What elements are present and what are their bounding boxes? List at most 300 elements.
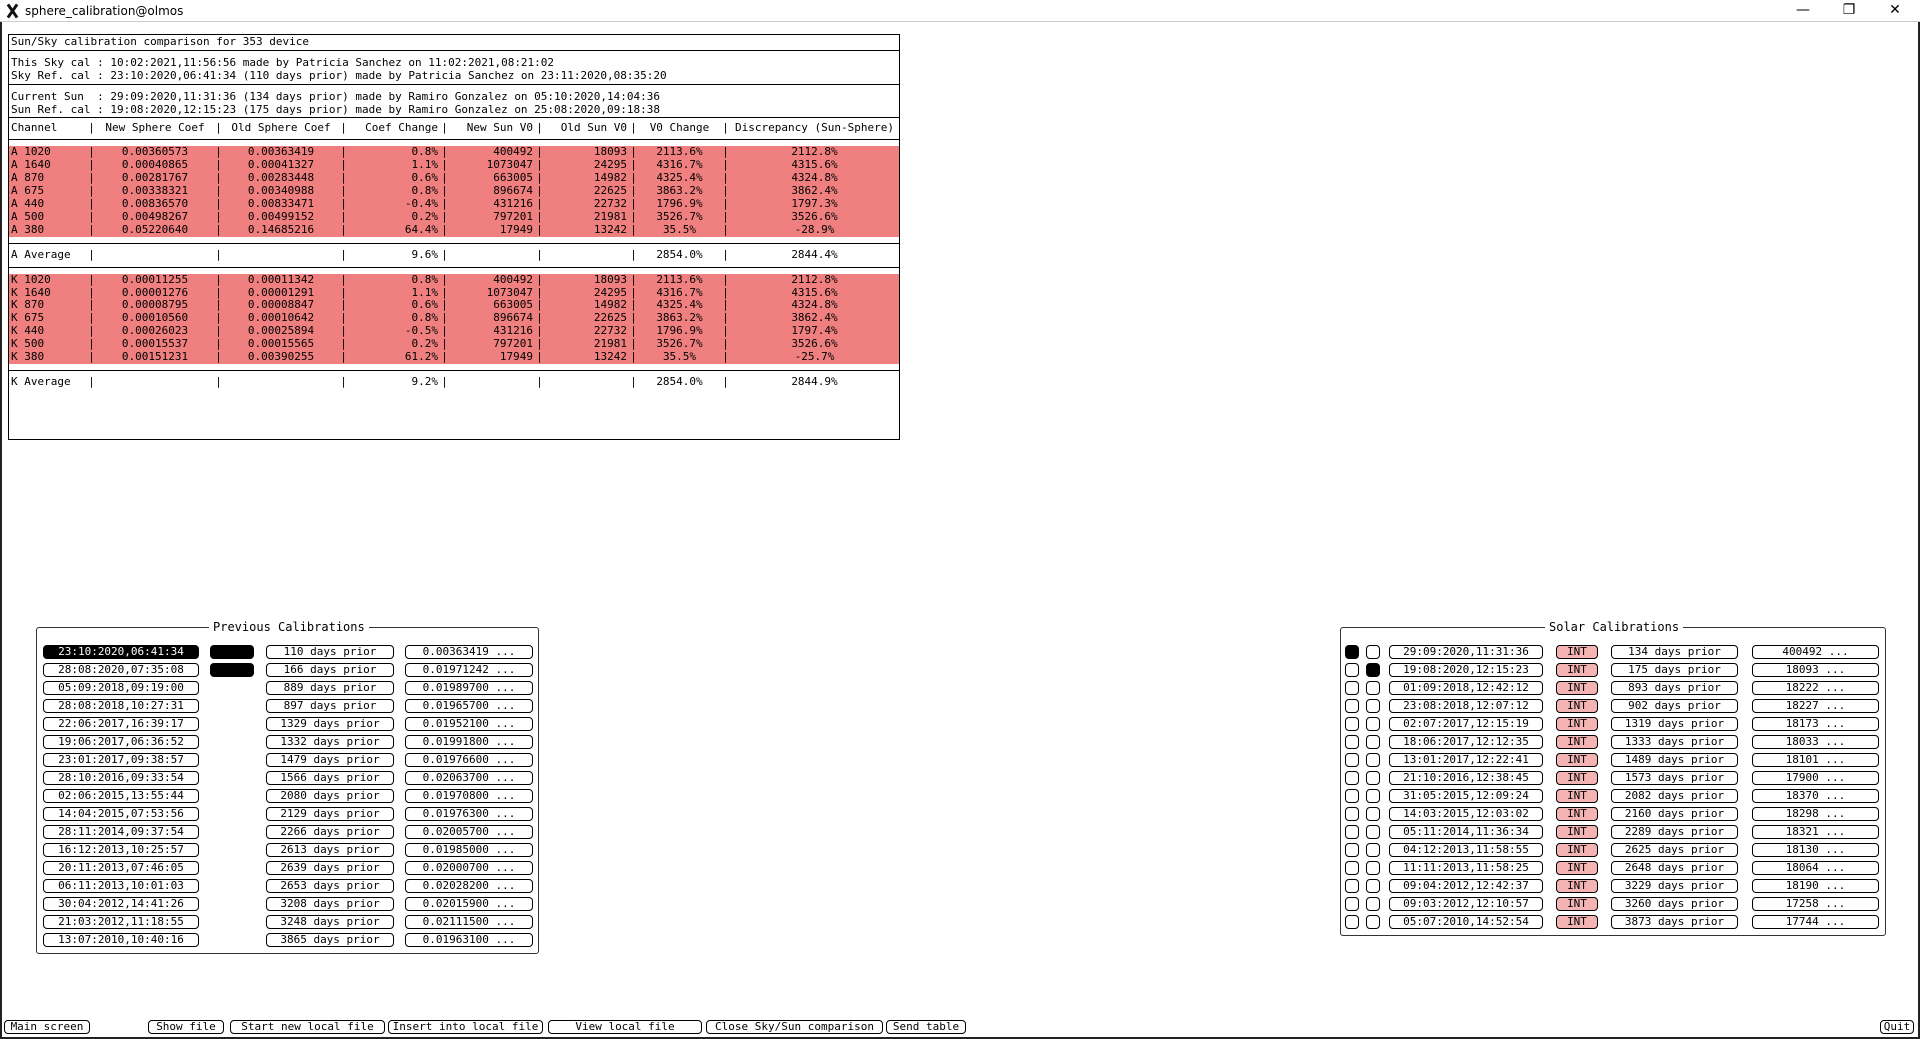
calibration-date-button[interactable]: 13:07:2010,10:40:16 (43, 933, 199, 947)
column-separator: | (441, 197, 448, 210)
column-separator: | (630, 185, 637, 198)
calibration-date-button[interactable]: 23:01:2017,09:38:57 (43, 753, 199, 767)
cell: K Average (11, 375, 71, 388)
insert-into-local-file-button[interactable]: Insert into local file (388, 1020, 543, 1034)
calibration-date-button[interactable]: 28:08:2018,10:27:31 (43, 699, 199, 713)
coef-value-button[interactable]: 0.02063700 ... (405, 771, 533, 785)
column-separator: | (88, 299, 95, 312)
current-sun-radio[interactable] (1345, 735, 1359, 749)
column-separator: | (630, 299, 637, 312)
panel-title: Solar Calibrations (1545, 620, 1683, 634)
column-separator: | (88, 172, 95, 185)
column-separator: | (88, 273, 95, 286)
column-separator: | (88, 248, 95, 261)
solar-date-button[interactable]: 14:03:2015,12:03:02 (1389, 807, 1543, 821)
coef-value-button[interactable]: 0.01991800 ... (405, 735, 533, 749)
solar-date-button[interactable]: 11:11:2013,11:58:25 (1389, 861, 1543, 875)
column-separator: | (215, 159, 222, 172)
table-row (9, 287, 899, 300)
reference-sun-radio[interactable] (1366, 915, 1380, 929)
column-separator: | (630, 172, 637, 185)
cell: -28.9% (730, 224, 899, 237)
cell: 14982 (544, 172, 629, 185)
days-prior-label: 2082 days prior (1611, 789, 1738, 803)
column-separator: | (630, 273, 637, 286)
coef-value-button[interactable]: 0.02111500 ... (405, 915, 533, 929)
v0-value-button[interactable]: 18321 ... (1752, 825, 1879, 839)
show-file-button[interactable]: Show file (148, 1020, 224, 1034)
days-prior-label: 175 days prior (1611, 663, 1738, 677)
calibration-date-button[interactable]: 21:03:2012,11:18:55 (43, 915, 199, 929)
current-sun-radio[interactable] (1345, 681, 1359, 695)
current-sun-radio[interactable] (1345, 663, 1359, 677)
column-separator: | (722, 146, 729, 159)
coef-value-button[interactable]: 0.01965700 ... (405, 699, 533, 713)
selection-marker[interactable] (210, 663, 254, 677)
quit-button[interactable]: Quit (1880, 1020, 1914, 1034)
column-separator: | (441, 172, 448, 185)
v0-value-button[interactable]: 18190 ... (1752, 879, 1879, 893)
v0-value-button[interactable]: 18173 ... (1752, 717, 1879, 731)
days-prior-label: 893 days prior (1611, 681, 1738, 695)
column-separator: | (215, 325, 222, 338)
restore-icon[interactable]: ❐ (1842, 2, 1856, 18)
column-separator: | (441, 286, 448, 299)
int-badge: INT (1556, 753, 1598, 767)
column-separator: | (722, 312, 729, 325)
sky-info-line: This Sky cal : 10:02:2021,11:56:56 made by Patricia Sanchez on 11:02:2021,08:21:02 (11, 55, 555, 69)
coef-value-button[interactable]: 0.02028200 ... (405, 879, 533, 893)
bottom-button-bar (0, 1020, 1920, 1036)
solar-date-button[interactable]: 19:08:2020,12:15:23 (1389, 663, 1543, 677)
cell: 4324.8% (730, 299, 899, 312)
column-separator: | (215, 210, 222, 223)
reference-sun-radio[interactable] (1366, 861, 1380, 875)
v0-value-button[interactable]: 18064 ... (1752, 861, 1879, 875)
int-badge: INT (1556, 915, 1598, 929)
cell: 2113.6% (638, 146, 721, 159)
cell: 4316.7% (638, 287, 721, 300)
cell: 1797.4% (730, 325, 899, 338)
column-separator: | (536, 172, 543, 185)
x-app-icon (3, 2, 21, 20)
start-new-local-file-button[interactable]: Start new local file (230, 1020, 385, 1034)
column-separator: | (340, 210, 347, 223)
reference-sun-radio[interactable] (1366, 699, 1380, 713)
column-separator: | (215, 248, 222, 261)
selection-marker[interactable] (210, 645, 254, 659)
cell: 797201 (449, 211, 535, 224)
cell: 17949 (449, 224, 535, 237)
cell: Channel (11, 122, 58, 135)
cell: -0.4% (348, 198, 440, 211)
reference-sun-radio[interactable] (1366, 753, 1380, 767)
int-badge: INT (1556, 843, 1598, 857)
column-separator: | (340, 223, 347, 236)
cell: 4316.7% (638, 159, 721, 172)
cell: 0.2% (348, 211, 440, 224)
column-separator: | (340, 351, 347, 364)
column-separator: | (630, 122, 637, 135)
coef-value-button[interactable]: 0.01952100 ... (405, 717, 533, 731)
column-separator: | (441, 375, 448, 388)
days-prior-label: 1333 days prior (1611, 735, 1738, 749)
column-separator: | (722, 197, 729, 210)
column-separator: | (441, 223, 448, 236)
solar-date-button[interactable]: 04:12:2013,11:58:55 (1389, 843, 1543, 857)
cell: 0.8% (348, 274, 440, 287)
solar-date-button[interactable]: 01:09:2018,12:42:12 (1389, 681, 1543, 695)
cell (223, 249, 339, 262)
solar-date-button[interactable]: 23:08:2018,12:07:12 (1389, 699, 1543, 713)
column-separator: | (88, 375, 95, 388)
column-separator: | (215, 223, 222, 236)
column-separator: | (722, 185, 729, 198)
cell: 1796.9% (638, 325, 721, 338)
days-prior-label: 166 days prior (266, 663, 394, 677)
column-separator: | (722, 375, 729, 388)
column-separator: | (88, 351, 95, 364)
cell: 0.05220640 (96, 224, 214, 237)
coef-value-button[interactable]: 0.01985000 ... (405, 843, 533, 857)
reference-sun-radio[interactable] (1366, 735, 1380, 749)
v0-value-button[interactable]: 18370 ... (1752, 789, 1879, 803)
days-prior-label: 1479 days prior (266, 753, 394, 767)
days-prior-label: 1489 days prior (1611, 753, 1738, 767)
current-sun-radio[interactable] (1345, 645, 1359, 659)
v0-value-button[interactable]: 17258 ... (1752, 897, 1879, 911)
cell: 2112.8% (730, 146, 899, 159)
cell: 22732 (544, 198, 629, 211)
column-separator: | (215, 312, 222, 325)
v0-value-button[interactable]: 17900 ... (1752, 771, 1879, 785)
cell: 24295 (544, 287, 629, 300)
average-row (9, 249, 899, 262)
column-separator: | (88, 312, 95, 325)
column-separator: | (340, 299, 347, 312)
column-separator: | (441, 338, 448, 351)
column-separator: | (88, 286, 95, 299)
calibration-date-button[interactable]: 14:04:2015,07:53:56 (43, 807, 199, 821)
cell: 2844.9% (791, 375, 838, 388)
cell: -25.7% (730, 351, 899, 364)
reference-sun-radio[interactable] (1366, 897, 1380, 911)
days-prior-label: 3248 days prior (266, 915, 394, 929)
solar-date-button[interactable]: 09:03:2012,12:10:57 (1389, 897, 1543, 911)
cell: A Average (11, 248, 71, 261)
coef-value-button[interactable]: 0.02000700 ... (405, 861, 533, 875)
column-separator: | (441, 210, 448, 223)
solar-date-button[interactable]: 13:01:2017,12:22:41 (1389, 753, 1543, 767)
table-row (9, 325, 899, 338)
cell (96, 376, 214, 389)
days-prior-label: 902 days prior (1611, 699, 1738, 713)
column-separator: | (215, 146, 222, 159)
column-separator: | (722, 210, 729, 223)
table-row (9, 159, 899, 172)
int-badge: INT (1556, 699, 1598, 713)
column-separator: | (536, 223, 543, 236)
column-separator: | (630, 375, 637, 388)
calibration-date-button[interactable]: 06:11:2013,10:01:03 (43, 879, 199, 893)
reference-sun-radio[interactable] (1366, 879, 1380, 893)
cell: Coef Change (365, 122, 438, 135)
calibration-date-button[interactable]: 05:09:2018,09:19:00 (43, 681, 199, 695)
cell: 0.00008847 (223, 299, 339, 312)
v0-value-button[interactable]: 18033 ... (1752, 735, 1879, 749)
cell: -0.5% (348, 325, 440, 338)
column-separator: | (722, 159, 729, 172)
days-prior-label: 2613 days prior (266, 843, 394, 857)
solar-date-button[interactable]: 05:07:2010,14:52:54 (1389, 915, 1543, 929)
close-icon[interactable]: ✕ (1889, 2, 1901, 18)
calibration-date-button[interactable]: 23:10:2020,06:41:34 (43, 645, 199, 659)
reference-sun-radio[interactable] (1366, 789, 1380, 803)
cell: Discrepancy (Sun-Sphere) (735, 122, 894, 135)
cell: 22625 (544, 312, 629, 325)
table-row (9, 198, 899, 211)
current-sun-radio[interactable] (1345, 825, 1359, 839)
close-comparison-button[interactable]: Close Sky/Sun comparison (706, 1020, 883, 1034)
column-separator: | (630, 159, 637, 172)
int-badge: INT (1556, 735, 1598, 749)
cell: 1796.9% (638, 198, 721, 211)
cell: A 440 (9, 198, 87, 211)
cell: 0.00040865 (96, 159, 214, 172)
column-separator: | (88, 146, 95, 159)
cell: 0.00363419 (223, 146, 339, 159)
column-separator: | (441, 299, 448, 312)
cell: 13242 (544, 224, 629, 237)
column-separator: | (441, 248, 448, 261)
calibration-date-button[interactable]: 30:04:2012,14:41:26 (43, 897, 199, 911)
cell: 4325.4% (638, 172, 721, 185)
cell: 22732 (544, 325, 629, 338)
reference-sun-radio[interactable] (1366, 681, 1380, 695)
column-separator: | (536, 351, 543, 364)
cell: 663005 (449, 299, 535, 312)
days-prior-label: 3865 days prior (266, 933, 394, 947)
calibration-date-button[interactable]: 19:06:2017,06:36:52 (43, 735, 199, 749)
days-prior-label: 2266 days prior (266, 825, 394, 839)
cell: 0.00338321 (96, 185, 214, 198)
cell: 0.00025894 (223, 325, 339, 338)
sky-info-line: Sky Ref. cal : 23:10:2020,06:41:34 (110 days prior) made by Patricia Sanchez on 23:11:2020,08:35:20 (11, 68, 667, 82)
reference-sun-radio[interactable] (1366, 645, 1380, 659)
cell: 0.8% (348, 312, 440, 325)
column-separator: | (630, 197, 637, 210)
table-row (9, 274, 899, 287)
int-badge: INT (1556, 807, 1598, 821)
column-separator: | (88, 325, 95, 338)
send-table-button[interactable]: Send table (886, 1020, 966, 1034)
minimize-icon[interactable]: — (1796, 2, 1810, 18)
int-badge: INT (1556, 717, 1598, 731)
cell: 0.00499152 (223, 211, 339, 224)
days-prior-label: 2289 days prior (1611, 825, 1738, 839)
v0-value-button[interactable]: 18093 ... (1752, 663, 1879, 677)
main-screen-button[interactable]: Main screen (4, 1020, 90, 1034)
cell: 2854.0% (656, 248, 703, 261)
calibration-date-button[interactable]: 22:06:2017,16:39:17 (43, 717, 199, 731)
cell: 400492 (449, 146, 535, 159)
column-header-row (9, 122, 899, 135)
days-prior-label: 110 days prior (266, 645, 394, 659)
calibration-date-button[interactable]: 28:08:2020,07:35:08 (43, 663, 199, 677)
column-separator: | (340, 248, 347, 261)
current-sun-radio[interactable] (1345, 915, 1359, 929)
v0-value-button[interactable]: 18101 ... (1752, 753, 1879, 767)
days-prior-label: 1319 days prior (1611, 717, 1738, 731)
cell: A 870 (9, 172, 87, 185)
calibration-date-button[interactable]: 28:11:2014,09:37:54 (43, 825, 199, 839)
cell: 0.00151231 (96, 351, 214, 364)
calibration-date-button[interactable]: 16:12:2013,10:25:57 (43, 843, 199, 857)
column-separator: | (215, 375, 222, 388)
column-separator: | (88, 159, 95, 172)
v0-value-button[interactable]: 18298 ... (1752, 807, 1879, 821)
v0-value-button[interactable]: 400492 ... (1752, 645, 1879, 659)
column-separator: | (441, 185, 448, 198)
sun-info-line: Current Sun : 29:09:2020,11:31:36 (134 days prior) made by Ramiro Gonzalez on 05:10:2020,14:04:36 (11, 89, 661, 103)
cell (544, 376, 629, 389)
int-badge: INT (1556, 825, 1598, 839)
previous-calibrations-panel (36, 620, 539, 954)
days-prior-label: 1329 days prior (266, 717, 394, 731)
cell: 1073047 (449, 287, 535, 300)
cell: A 500 (9, 211, 87, 224)
calibration-date-button[interactable]: 20:11:2013,07:46:05 (43, 861, 199, 875)
solar-date-button[interactable]: 21:10:2016,12:38:45 (1389, 771, 1543, 785)
cell: 0.00283448 (223, 172, 339, 185)
solar-date-button[interactable]: 05:11:2014,11:36:34 (1389, 825, 1543, 839)
view-local-file-button[interactable]: View local file (548, 1020, 702, 1034)
coef-value-button[interactable]: 0.01976300 ... (405, 807, 533, 821)
v0-value-button[interactable]: 18130 ... (1752, 843, 1879, 857)
calibration-date-button[interactable]: 02:06:2015,13:55:44 (43, 789, 199, 803)
cell: 896674 (449, 312, 535, 325)
current-sun-radio[interactable] (1345, 717, 1359, 731)
column-separator: | (722, 248, 729, 261)
column-separator: | (215, 299, 222, 312)
coef-value-button[interactable]: 0.02005700 ... (405, 825, 533, 839)
solar-date-button[interactable]: 09:04:2012,12:42:37 (1389, 879, 1543, 893)
cell: 9.2% (411, 375, 438, 388)
int-badge: INT (1556, 771, 1598, 785)
comparison-report (8, 34, 900, 440)
coef-value-button[interactable]: 0.02015900 ... (405, 897, 533, 911)
cell: 2854.0% (656, 375, 703, 388)
cell: 1797.3% (730, 198, 899, 211)
table-row (9, 299, 899, 312)
cell: 3862.4% (730, 185, 899, 198)
solar-date-button[interactable]: 31:05:2015,12:09:24 (1389, 789, 1543, 803)
reference-sun-radio[interactable] (1366, 663, 1380, 677)
current-sun-radio[interactable] (1345, 753, 1359, 767)
cell: A 1640 (9, 159, 87, 172)
cell: K 675 (9, 312, 87, 325)
average-row (9, 376, 899, 389)
days-prior-label: 2653 days prior (266, 879, 394, 893)
int-badge: INT (1556, 645, 1598, 659)
cell: 0.14685216 (223, 224, 339, 237)
coef-value-button[interactable]: 0.01970800 ... (405, 789, 533, 803)
v0-value-button[interactable]: 18227 ... (1752, 699, 1879, 713)
days-prior-label: 2160 days prior (1611, 807, 1738, 821)
k-channel-table (9, 274, 899, 364)
cell: 35.5% (638, 224, 721, 237)
current-sun-radio[interactable] (1345, 789, 1359, 803)
int-badge: INT (1556, 861, 1598, 875)
reference-sun-radio[interactable] (1366, 843, 1380, 857)
window-title: sphere_calibration@olmos (25, 3, 184, 18)
solar-date-button[interactable]: 02:07:2017,12:15:19 (1389, 717, 1543, 731)
solar-date-button[interactable]: 18:06:2017,12:12:35 (1389, 735, 1543, 749)
reference-sun-radio[interactable] (1366, 717, 1380, 731)
cell: K 870 (9, 299, 87, 312)
column-separator: | (536, 248, 543, 261)
coef-value-button[interactable]: 0.01963100 ... (405, 933, 533, 947)
v0-value-button[interactable]: 17744 ... (1752, 915, 1879, 929)
column-separator: | (536, 375, 543, 388)
cell: 21981 (544, 338, 629, 351)
cell (449, 249, 535, 262)
v0-value-button[interactable]: 18222 ... (1752, 681, 1879, 695)
cell: 1073047 (449, 159, 535, 172)
title-bar (0, 0, 1920, 22)
cell: 3526.6% (730, 211, 899, 224)
current-sun-radio[interactable] (1345, 771, 1359, 785)
cell: 400492 (449, 274, 535, 287)
column-separator: | (88, 223, 95, 236)
solar-date-button[interactable]: 29:09:2020,11:31:36 (1389, 645, 1543, 659)
days-prior-label: 1573 days prior (1611, 771, 1738, 785)
reference-sun-radio[interactable] (1366, 771, 1380, 785)
cell: A 380 (9, 224, 87, 237)
cell: 0.00001291 (223, 287, 339, 300)
coef-value-button[interactable]: 0.01971242 ... (405, 663, 533, 677)
cell: 1.1% (348, 287, 440, 300)
column-separator: | (340, 172, 347, 185)
calibration-date-button[interactable]: 28:10:2016,09:33:54 (43, 771, 199, 785)
current-sun-radio[interactable] (1345, 699, 1359, 713)
panel-title: Previous Calibrations (209, 620, 369, 634)
cell: 0.00281767 (96, 172, 214, 185)
coef-value-button[interactable]: 0.01976600 ... (405, 753, 533, 767)
a-channel-table (9, 146, 899, 236)
reference-sun-radio[interactable] (1366, 807, 1380, 821)
cell (223, 376, 339, 389)
current-sun-radio[interactable] (1345, 879, 1359, 893)
column-separator: | (215, 286, 222, 299)
cell: 13242 (544, 351, 629, 364)
cell: K 440 (9, 325, 87, 338)
column-separator: | (536, 159, 543, 172)
current-sun-radio[interactable] (1345, 843, 1359, 857)
column-separator: | (88, 197, 95, 210)
current-sun-radio[interactable] (1345, 807, 1359, 821)
cell: 0.00360573 (96, 146, 214, 159)
cell: 3526.7% (638, 211, 721, 224)
reference-sun-radio[interactable] (1366, 825, 1380, 839)
coef-value-button[interactable]: 0.00363419 ... (405, 645, 533, 659)
column-separator: | (340, 122, 347, 135)
days-prior-label: 3229 days prior (1611, 879, 1738, 893)
days-prior-label: 2129 days prior (266, 807, 394, 821)
current-sun-radio[interactable] (1345, 861, 1359, 875)
coef-value-button[interactable]: 0.01989700 ... (405, 681, 533, 695)
current-sun-radio[interactable] (1345, 897, 1359, 911)
